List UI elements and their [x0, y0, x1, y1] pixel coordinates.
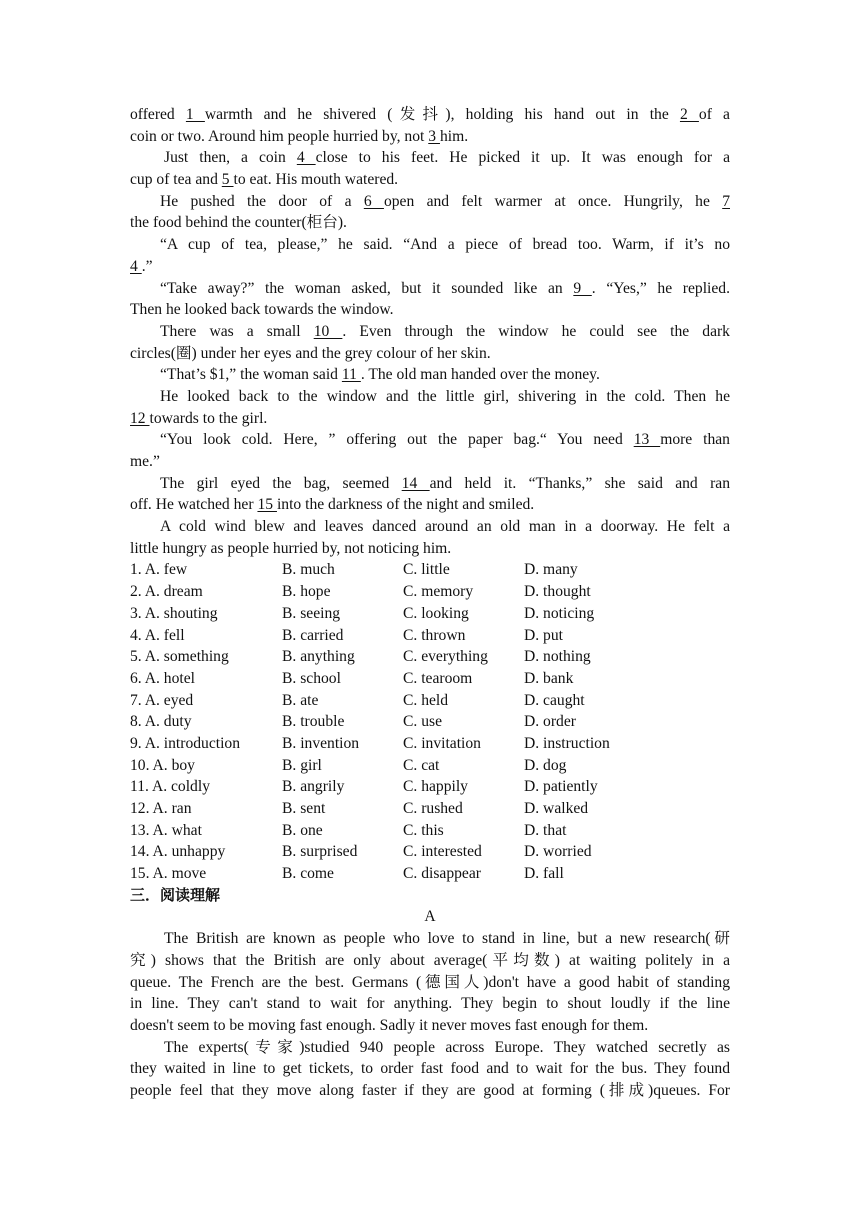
story-line: He pushed the door of a 6 open and felt warmer at once. Hungrily, he 7 [160, 192, 730, 210]
story-line: offered 1 warmth and he shivered (发抖), holding his hand out in the 2 of a [130, 106, 730, 123]
story-line: coin or two. Around him people hurried by, not 3 him. [130, 127, 469, 145]
document-page [130, 104, 730, 1102]
story-line: cup of tea and 5 to eat. His mouth watered. [130, 171, 399, 189]
option-row: 15. A. move B. come C. disappear D. fall [130, 865, 564, 883]
blank-3: 3 [428, 127, 440, 145]
story-line: 12 towards to the girl. [130, 409, 268, 427]
story-line: A cold wind blew and leaves danced around an old man in a doorway. He felt a [160, 518, 730, 536]
reading-line: people feel that they move along faster if they are good at forming (排成)queues. For [130, 1081, 730, 1099]
story-line: off. He watched her 15 into the darkness of the night and smiled. [130, 496, 535, 514]
option-row: 14. A. unhappy B. surprised C. interested D. worried [130, 843, 592, 861]
reading-line: they waited in line to get tickets, to order fast food and to wait for the bus. They found [130, 1060, 730, 1078]
blank-13: 13 [633, 431, 661, 449]
story-line: “That’s $1,” the woman said 11 . The old man handed over the money. [160, 366, 600, 384]
option-row: 6. A. hotel B. school C. tearoom D. bank [130, 669, 574, 687]
option-row: 4. A. fell B. carried C. thrown D. put [130, 626, 563, 644]
reading-line: in line. They can't stand to wait for anything. They begin to shout loudly if the line [130, 995, 730, 1013]
blank-15: 15 [257, 496, 277, 514]
story-line: the food behind the counter(柜台). [130, 214, 347, 232]
story-line: “A cup of tea, please,” he said. “And a piece of bread too. Warm, if it’s no [160, 236, 730, 254]
story-line: Then he looked back towards the window. [130, 301, 394, 319]
option-row: 10. A. boy B. girl C. cat D. dog [130, 756, 567, 774]
blank-5: 5 [221, 171, 234, 189]
reading-line: 究) shows that the British are only about average(平均数) at waiting politely in a [130, 951, 730, 969]
story-line: “You look cold. Here, ” offering out the paper bag.“ You need 13 more than [160, 431, 730, 449]
blank-4: 4 [296, 149, 316, 167]
option-row: 7. A. eyed B. ate C. held D. caught [130, 691, 585, 709]
reading-line: The British are known as people who love to stand in line, but a new research(研 [164, 930, 730, 948]
blank-8: 4 [130, 257, 142, 275]
story-line: The girl eyed the bag, seemed 14 and held it. “Thanks,” she said and ran [160, 474, 730, 492]
option-row: 3. A. shouting B. seeing C. looking D. noticing [130, 604, 595, 622]
reading-line: queue. The French are the best. Germans (德国人)don't have a good habit of standing [130, 973, 730, 991]
reading-line: The experts(专家)studied 940 people across Europe. They watched secretly as [164, 1038, 730, 1056]
blank-2: 2 [679, 106, 699, 123]
option-row: 9. A. introduction B. invention C. invitation D. instruction [130, 734, 610, 752]
story-line: circles(圈) under her eyes and the grey colour of her skin. [130, 344, 491, 362]
blank-11: 11 [341, 366, 361, 384]
option-row: 8. A. duty B. trouble C. use D. order [130, 713, 576, 731]
story-line: There was a small 10 . Even through the window he could see the dark [160, 322, 730, 340]
story-line: Just then, a coin 4 close to his feet. He picked it up. It was enough for a [164, 149, 730, 167]
story-line: 4 .” [130, 257, 153, 275]
story-line: He looked back to the window and the little girl, shivering in the cold. Then he [160, 387, 730, 405]
story-line: little hungry as people hurried by, not noticing him. [130, 539, 452, 557]
option-row: 5. A. something B. anything C. everything D. nothing [130, 648, 591, 666]
blank-1: 1 [185, 106, 205, 123]
passage-label: A [424, 908, 436, 926]
reading-line: doesn't seem to be moving fast enough. Sadly it never moves fast enough for them. [130, 1016, 649, 1034]
blank-12: 12 [130, 409, 150, 427]
section-heading: 三．阅读理解 [130, 885, 221, 904]
option-row: 1. A. few B. much C. little D. many [130, 561, 578, 579]
story-line: me.” [130, 453, 160, 470]
blank-14: 14 [401, 474, 430, 492]
blank-10: 10 [313, 322, 343, 340]
option-row: 11. A. coldly B. angrily C. happily D. patiently [130, 778, 598, 796]
story-line: “Take away?” the woman asked, but it sounded like an 9 . “Yes,” he replied. [160, 279, 730, 297]
option-row: 13. A. what B. one C. this D. that [130, 821, 567, 839]
blank-6: 6 [363, 192, 384, 210]
blank-7: 7 [722, 192, 730, 210]
option-row: 12. A. ran B. sent C. rushed D. walked [130, 800, 589, 817]
options-list [130, 559, 730, 884]
blank-9: 9 [573, 279, 592, 297]
option-row: 2. A. dream B. hope C. memory D. thought [130, 583, 591, 601]
